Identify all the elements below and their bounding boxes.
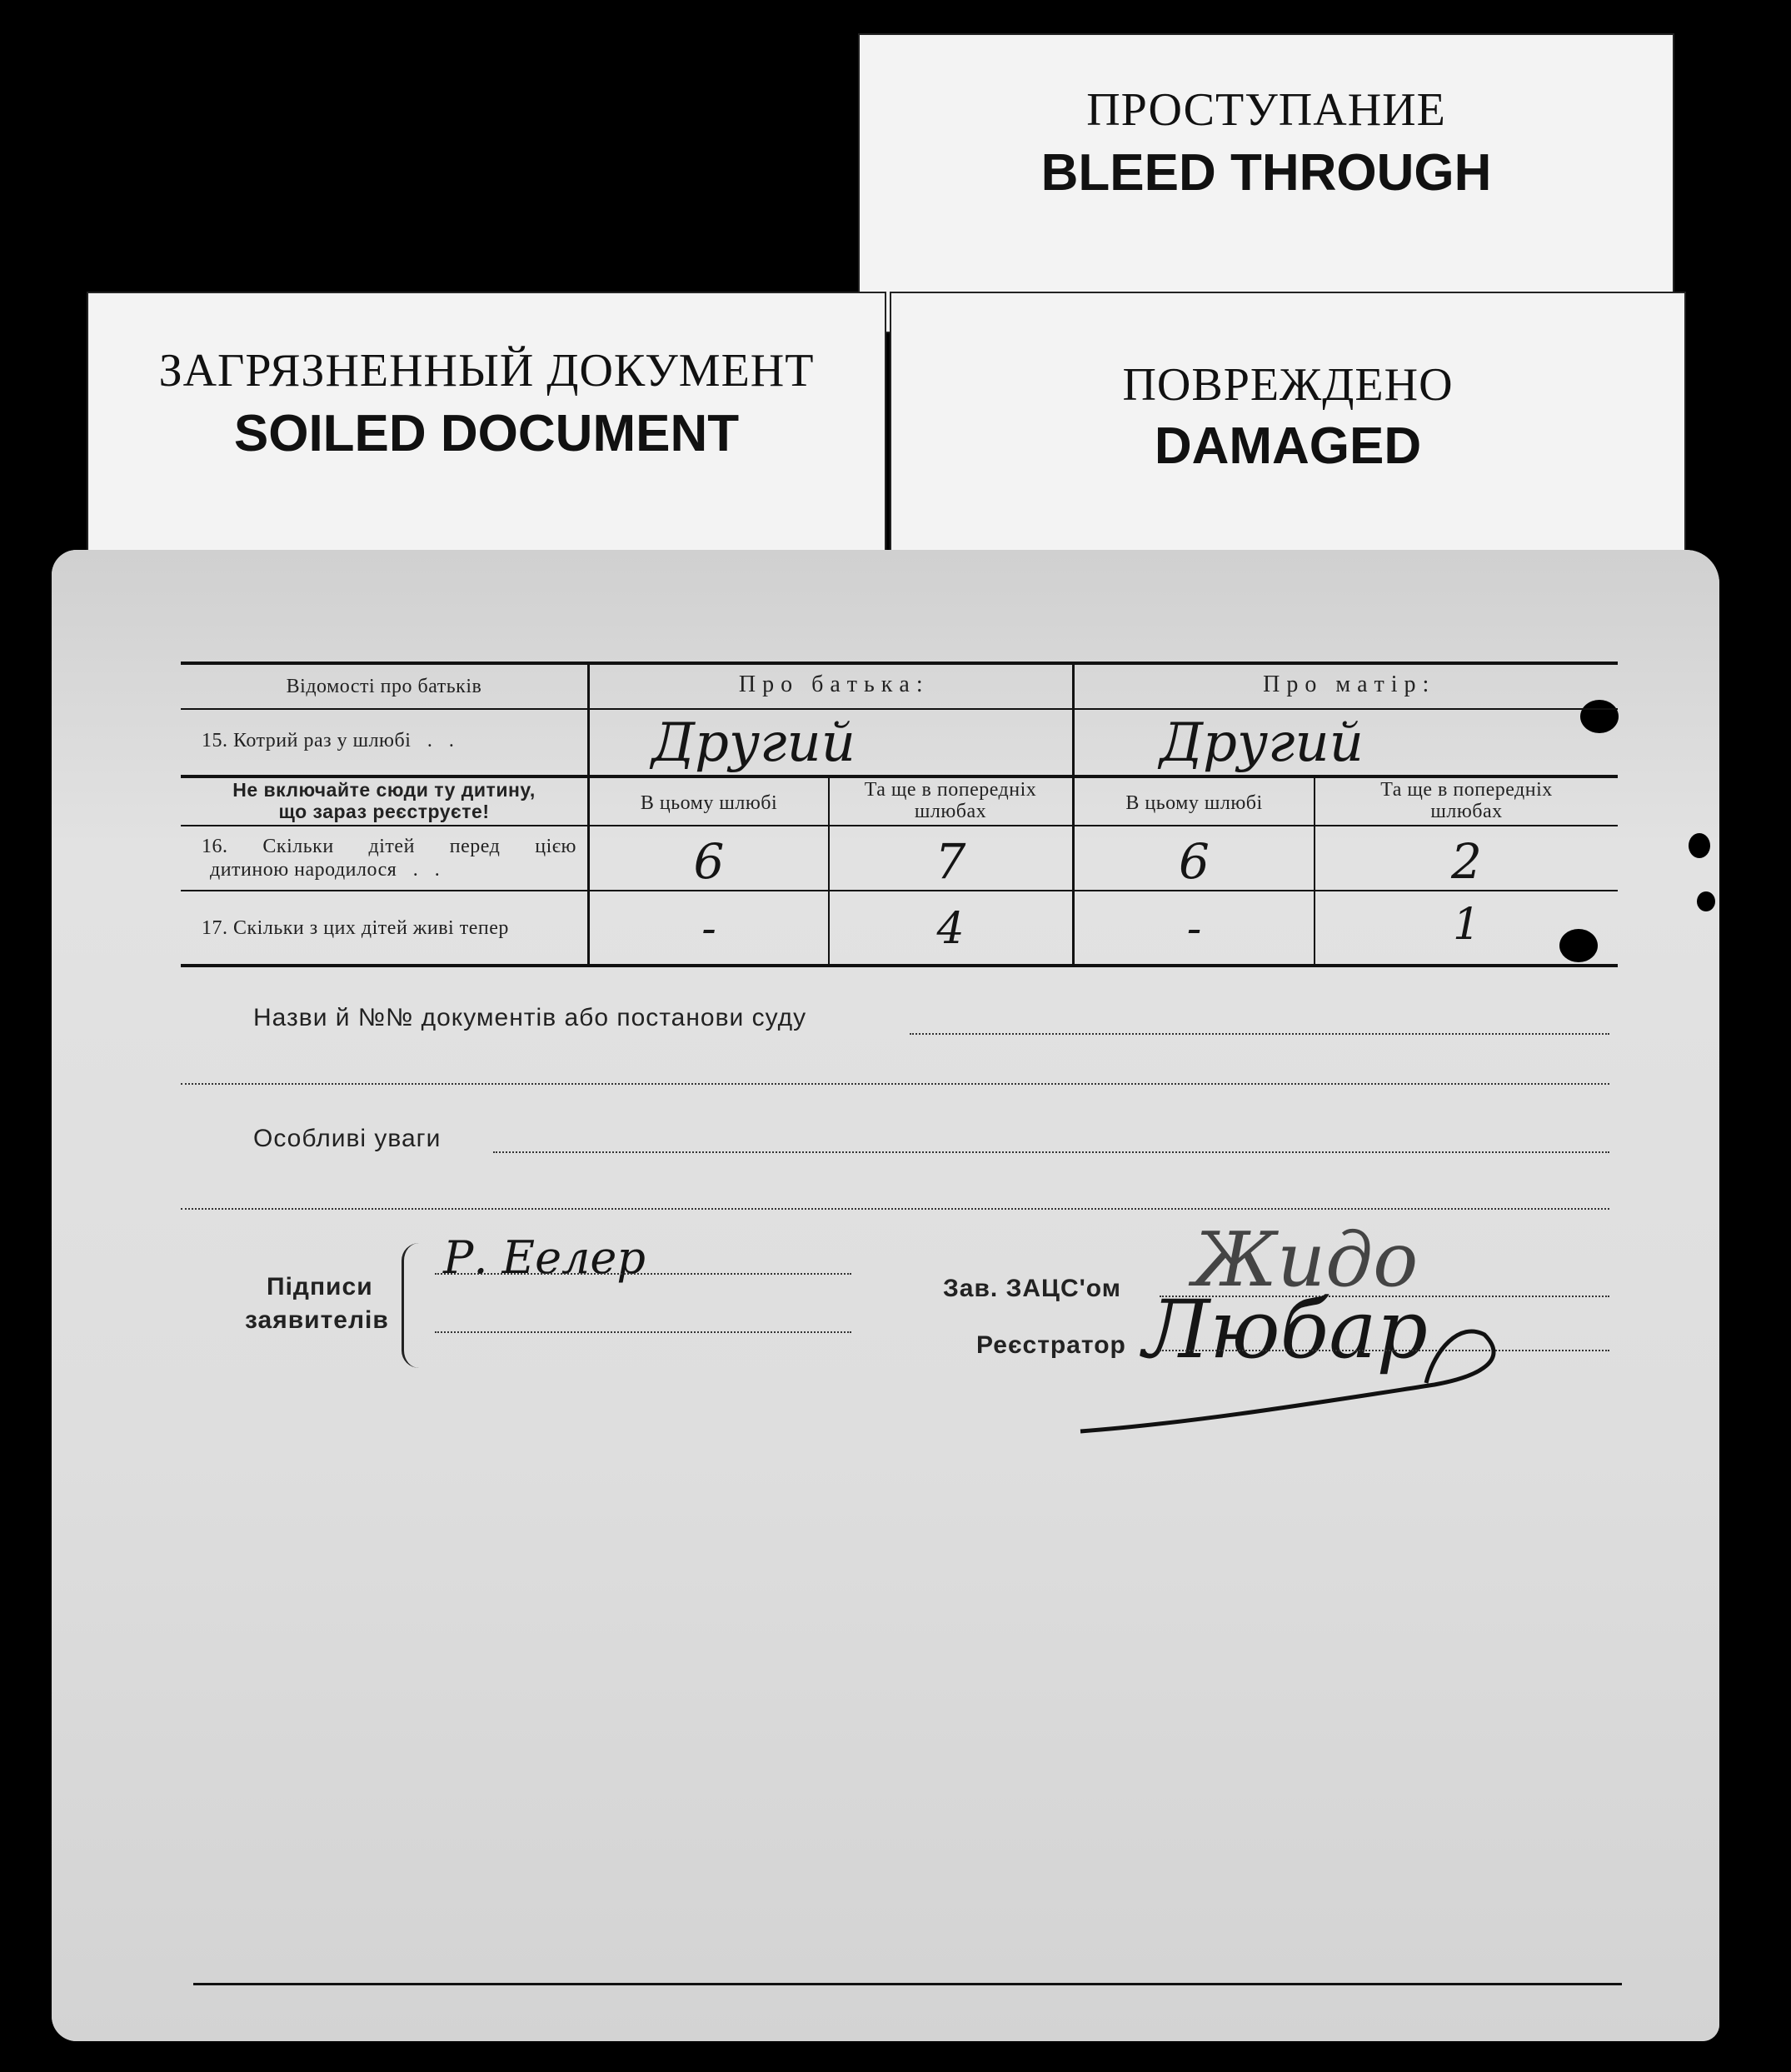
row15-father-value: Другий — [651, 712, 856, 774]
documents-line-2 — [181, 1083, 1609, 1085]
subheader-father-prev-2: шлюбах — [914, 801, 987, 822]
table-rule — [181, 825, 1618, 826]
punch-hole — [1689, 833, 1710, 858]
table-header-mother: П р о м а т і р : — [1263, 672, 1429, 697]
signatures-brace — [402, 1243, 419, 1368]
registrar-label: Реєстратор — [976, 1331, 1126, 1359]
row16-mother-prev: 2 — [1451, 833, 1482, 890]
damaged-en: DAMAGED — [1154, 417, 1422, 475]
document-sheet — [52, 550, 1719, 2041]
soiled-document-ru: ЗАГРЯЗНЕННЫЙ ДОКУМЕНТ — [158, 345, 815, 397]
table-bottom-rule — [181, 964, 1618, 967]
subheader-father-prev: Та ще в попередніх — [864, 779, 1037, 801]
punch-hole — [1580, 700, 1619, 733]
bleed-through-en: BLEED THROUGH — [1040, 144, 1492, 202]
note-line1: Не включайте сюди ту дитину, — [232, 779, 536, 801]
applicant-signature-line — [435, 1273, 851, 1275]
subheader-mother-this: В цьому шлюбі — [1125, 792, 1263, 814]
subheader-mother-prev: Та ще в попередніх — [1380, 779, 1553, 801]
soiled-document-card — [87, 292, 886, 592]
bottom-rule — [193, 1983, 1622, 1985]
row16-label-2: дитиною народилося . . — [210, 859, 441, 881]
damaged-card — [890, 292, 1686, 592]
bleed-through-ru: ПРОСТУПАНИЕ — [1086, 84, 1446, 136]
row16-father-prev: 7 — [935, 833, 966, 890]
row16-mother-this: 6 — [1179, 833, 1210, 890]
special-notes-label: Особливі уваги — [253, 1125, 442, 1152]
signatures-label-1: Підписи — [267, 1273, 373, 1301]
bleed-through-card — [858, 33, 1674, 333]
head-of-registry-label: Зав. ЗАЦС'ом — [943, 1275, 1121, 1302]
documents-line — [910, 1033, 1609, 1035]
table-header-parents: Відомості про батьків — [286, 676, 482, 697]
table-rule — [181, 708, 1618, 710]
punch-hole — [1697, 891, 1715, 911]
row17-mother-this: - — [1186, 904, 1202, 954]
row16-father-this: 6 — [693, 833, 725, 890]
special-notes-line — [493, 1151, 1609, 1153]
signatures-label-2: заявителів — [245, 1306, 389, 1334]
row15-label: 15. Котрий раз у шлюбі . . — [202, 730, 455, 751]
table-top-rule — [181, 662, 1618, 665]
row17-mother-prev: 1 — [1452, 900, 1481, 950]
row17-label: 17. Скільки з цих дітей живі тепер — [202, 917, 509, 939]
applicant-signature-line-2 — [435, 1331, 851, 1333]
table-rule — [181, 890, 1618, 891]
row15-mother-value: Другий — [1160, 712, 1364, 774]
head-of-registry-signature: Жидо — [1193, 1216, 1419, 1304]
row16-label-1: 16. Скільки дітей перед цією — [202, 836, 576, 857]
note-line2: що зараз реєструєте! — [278, 801, 490, 822]
subheader-mother-prev-2: шлюбах — [1430, 801, 1503, 822]
soiled-document-en: SOILED DOCUMENT — [233, 405, 740, 462]
table-header-father: П р о б а т ь к а : — [738, 672, 924, 697]
registrar-signature: Любар — [1143, 1283, 1428, 1376]
registrar-signature-flourish — [1076, 1325, 1509, 1441]
row17-father-this: - — [701, 904, 716, 954]
documents-label: Назви й №№ документів або постанови суду — [253, 1004, 807, 1031]
damaged-ru: ПОВРЕЖДЕНО — [1122, 359, 1454, 411]
applicant-signature: Р. Еелер — [443, 1231, 646, 1284]
subheader-father-this: В цьому шлюбі — [640, 792, 778, 814]
special-notes-line-2 — [181, 1208, 1609, 1210]
row17-father-prev: 4 — [936, 904, 965, 954]
